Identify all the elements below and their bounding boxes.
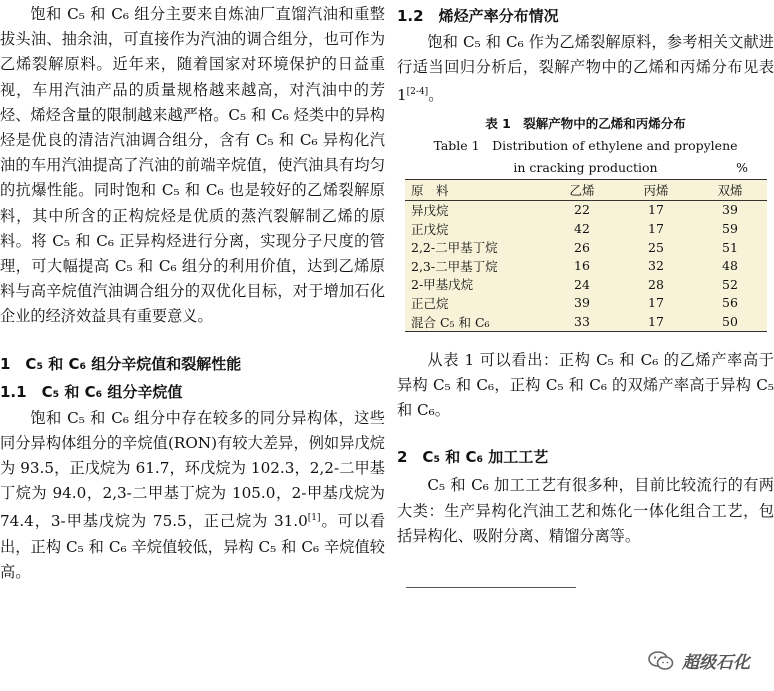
table-row: 正己烷 39 17 56: [411, 295, 738, 311]
section-2-heading: 2 C₅ 和 C₆ 加工工艺: [397, 448, 549, 467]
col-header-ethylene: 乙烯: [545, 179, 619, 200]
section-1-1-heading: 1.1 C₅ 和 C₆ 组分辛烷值: [0, 382, 183, 401]
olefin-paragraph: 饱和 C₅ 和 C₆ 作为乙烯裂解原料，参考相关文献进行适当回归分析后，裂解产物中的乙烯和丙烯分布见表 1[2-4]。: [397, 33, 774, 105]
table-title-en-line2: in cracking production: [513, 159, 658, 175]
col-header-propylene: 丙烯: [619, 179, 693, 200]
table-analysis-paragraph: 从表 1 可以看出：正构 C₅ 和 C₆ 的乙烯产率高于异构 C₅ 和 C₆，正构 C₅ 和 C₆ 的双烯产率高于异构 C₅ 和 C₆。: [397, 350, 774, 420]
intro-paragraph: 饱和 C₅ 和 C₆ 组分主要来自炼油厂直馏汽油和重整拔头油、抽余油，可直接作为汽油的调合组分，也可作为乙烯裂解原料。近年来，随着国家对环境保护的日益重视，车用汽油产品的质量规格越来越高，对汽油中的芳烃、烯烃含量的限制越来越严格。C₅ 和 C₆ 烃类中的异构烃是优良的清洁汽油调合组分，含有 C₅ 和 C₆ 异构化汽油的车用汽油提高了汽油的前端辛烷值，使汽油具有均匀的抗爆性能。同时饱和 C₅ 和 C₆ 也是较好的乙烯裂解原料，其中所含的正构烷烃是优质的蒸汽裂解制乙烯的原料。将 C₅ 和 C₆ 正异构烃进行分离，实现分子尺度的管理，可大幅提高 C₅ 和 C₆ 组分的利用价值，达到乙烯原料与高辛烷值汽油调合组分的双优化目标，对于增加石化企业的经济效益具有重要意义。: [0, 5, 385, 326]
table-row: 2-甲基戊烷 24 28 52: [411, 276, 738, 293]
footnote-rule: [406, 587, 576, 588]
table-unit: %: [736, 159, 748, 175]
octane-paragraph: 饱和 C₅ 和 C₆ 组分中存在较多的同分异构体，这些同分异构体组分的辛烷值(RON)有较大差异，例如异戊烷为 93.5，正戊烷为 61.7，环戊烷为 102.3，2,2-二甲基丁烷为 94.0，2,3-二甲基丁烷为 105.0，2-甲基戊烷为 74.4，3-甲基戊烷为 75.5，正己烷为 31.0[1]。可以看出，正构 C₅ 和 C₆ 辛烷值较低，异构 C₅ 和 C₆ 辛烷值较高。: [0, 408, 386, 581]
citation-ref-2-4: [2-4]: [406, 87, 429, 98]
section-1-2-heading: 1.2 烯烃产率分布情况: [397, 7, 559, 25]
col-header-diolefin: 双烯: [693, 179, 767, 200]
table-1: [397, 113, 774, 332]
watermark: [648, 648, 750, 673]
table-title-zh: 表 1 裂解产物中的乙烯和丙烯分布: [485, 115, 686, 131]
table-row: 正戊烷 42 17 59: [411, 221, 738, 237]
process-paragraph: C₅ 和 C₆ 加工工艺有很多种，目前比较流行的有两大类：生产异构化汽油工艺和炼化一体化组合工艺，包括异构化、吸附分离、精馏分离等。: [397, 476, 774, 545]
distribution-table: [405, 179, 767, 332]
table-header-row: [405, 179, 767, 200]
watermark-text: 超级石化: [682, 653, 750, 673]
citation-ref-1: [1]: [307, 513, 321, 524]
right-column: [397, 0, 774, 549]
table-row: 异戊烷 22 17 39: [411, 202, 738, 218]
table-row: 2,2-二甲基丁烷 26 25 51: [411, 239, 738, 256]
col-header-feedstock: 原 料: [405, 179, 545, 200]
table-row: 2,3-二甲基丁烷 16 32 48: [411, 258, 738, 274]
section-1-heading: 1 C₅ 和 C₆ 组分辛烷值和裂解性能: [0, 354, 242, 373]
wechat-icon: [648, 651, 674, 671]
table-title-en-line1: Table 1 Distribution of ethylene and propylene: [433, 137, 738, 153]
table-row: 混合 C₅ 和 C₆ 33 17 50: [405, 312, 767, 331]
left-column: [0, 0, 385, 585]
